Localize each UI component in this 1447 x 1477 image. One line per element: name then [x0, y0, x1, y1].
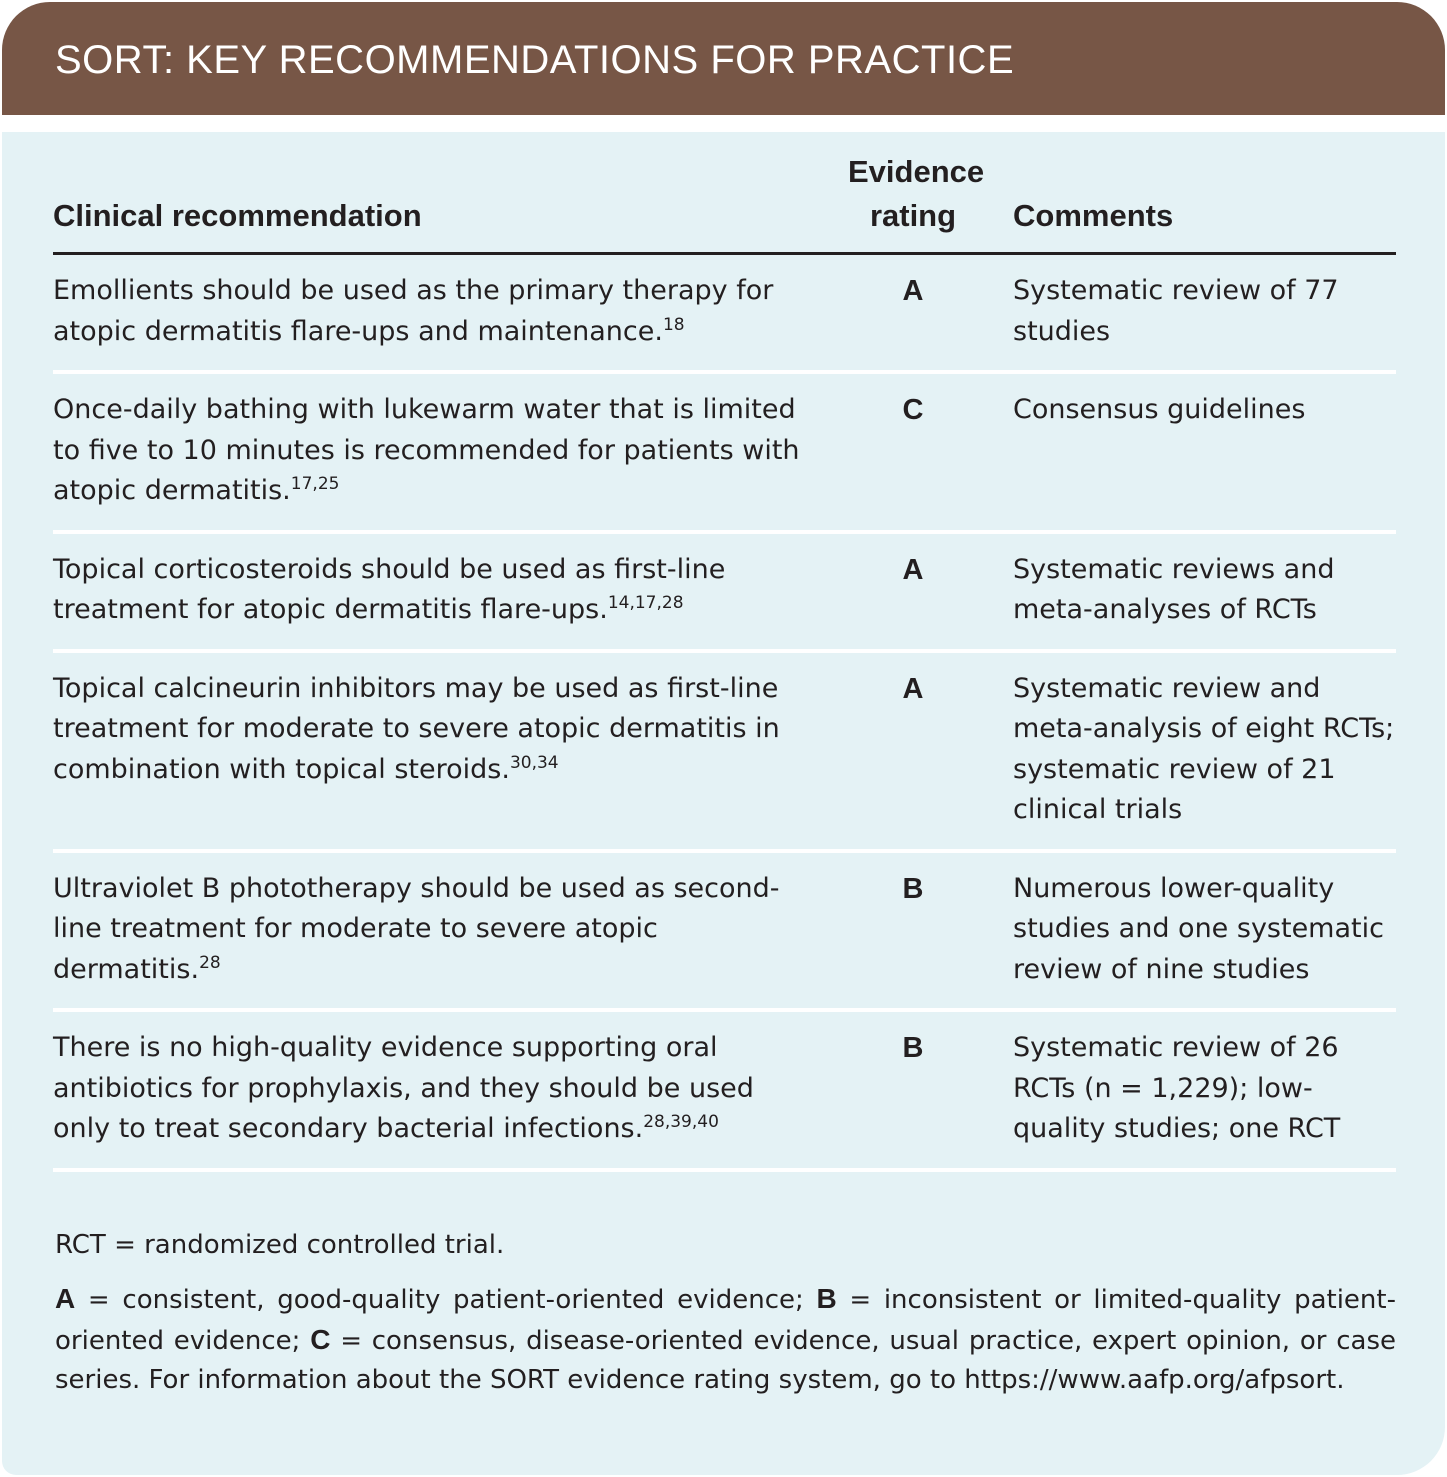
table-row	[53, 254, 1396, 373]
header-comments: Comments	[1013, 150, 1396, 254]
recommendation-cell: Topical calcineurin inhibitors may be used as first-line treatment for moderate to severe atopic dermatitis in combination with topical steroids.$^{30,34}$	[53, 651, 813, 851]
evidence-rating-cell: A	[813, 254, 1013, 373]
reference-numbers: 18	[662, 314, 685, 335]
comments-cell: Consensus guidelines	[1013, 372, 1396, 532]
table-header-row	[53, 150, 1396, 254]
reference-numbers: 28,39,40	[643, 1112, 719, 1132]
reference-numbers: 17,25	[290, 474, 340, 494]
comments-cell: Systematic review and meta-analysis of eight RCTs; systematic review of 21 clinical trials	[1013, 651, 1396, 851]
table-row	[53, 372, 1396, 532]
recommendation-cell: Topical corticosteroids should be used as first-line treatment for atopic dermatitis flare-ups.$^{14,17,28}$	[53, 532, 813, 651]
abbreviation-note: RCT = randomized controlled trial.	[55, 1230, 505, 1260]
sort-legend: A = consistent, good-quality patient-oriented evidence; B = inconsistent or limited-quality patient-oriented evidence; C = consensus, disease-oriented evidence, usual practice, expert opinion, or case series. For information about the SORT evidence rating system, go to https://www.aafp.org/afpsort.	[55, 1283, 1396, 1395]
recommendations-table	[53, 150, 1396, 1172]
reference-numbers: 28	[199, 952, 221, 973]
header-evidence-rating: Evidence rating	[813, 150, 1013, 254]
reference-numbers: 14,17,28	[607, 593, 684, 613]
recommendation-cell: Ultraviolet B phototherapy should be used as second-line treatment for moderate to severe atopic dermatitis.$^{28}$	[53, 851, 813, 1011]
comments-cell: Systematic review of 77 studies	[1013, 254, 1396, 373]
evidence-rating-cell: C	[813, 372, 1013, 532]
comments-cell: Systematic reviews and meta-analyses of RCTs	[1013, 532, 1396, 651]
evidence-rating-cell: A	[813, 651, 1013, 851]
title-banner	[2, 2, 1445, 115]
page-title: SORT: KEY RECOMMENDATIONS FOR PRACTICE	[55, 38, 1015, 82]
table-row	[53, 1010, 1396, 1170]
table-row	[53, 651, 1396, 851]
recommendation-cell: Emollients should be used as the primary therapy for atopic dermatitis flare-ups and maintenance.$^{18}$	[53, 254, 813, 373]
reference-numbers: 30,34	[509, 752, 559, 773]
comments-cell: Numerous lower-quality studies and one systematic review of nine studies	[1013, 851, 1396, 1011]
evidence-rating-cell: B	[813, 851, 1013, 1011]
recommendation-cell: There is no high-quality evidence supporting oral antibiotics for prophylaxis, and they should be used only to treat secondary bacterial infections.$^{28,39,40}$	[53, 1010, 813, 1170]
comments-cell: Systematic review of 26 RCTs (n = 1,229); low-quality studies; one RCT	[1013, 1010, 1396, 1170]
table-row	[53, 851, 1396, 1011]
evidence-rating-cell: A	[813, 532, 1013, 651]
table-row	[53, 532, 1396, 651]
evidence-rating-cell: B	[813, 1010, 1013, 1170]
table-panel	[2, 132, 1445, 1475]
header-recommendation: Clinical recommendation	[53, 150, 813, 254]
recommendation-cell: Once-daily bathing with lukewarm water that is limited to five to 10 minutes is recommended for patients with atopic dermatitis.$^{17,25}$	[53, 372, 813, 532]
